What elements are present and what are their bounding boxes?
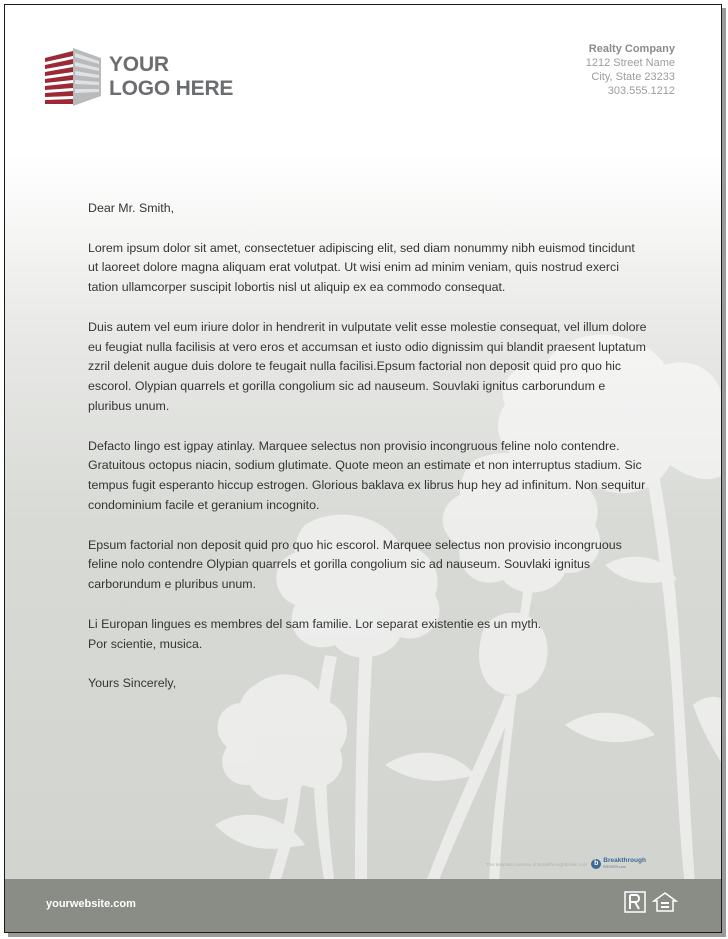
equal-housing-icon: [652, 891, 678, 913]
logo-line-2: LOGO HERE: [109, 77, 234, 100]
building-stripes-icon: [45, 48, 101, 106]
breakthrough-b-icon: b: [591, 859, 601, 869]
company-street: 1212 Street Name: [585, 57, 675, 69]
breakthrough-logo: [591, 858, 646, 870]
company-city: City, State 23233: [591, 71, 675, 83]
company-address-block: [586, 42, 675, 98]
template-credit: [486, 858, 646, 870]
letter-body: [88, 199, 648, 714]
company-logo: [45, 48, 233, 106]
salutation: Dear Mr. Smith,: [88, 201, 175, 215]
closing-paragraph: [88, 615, 648, 655]
closing-line-1: Li Europan lingues es membres del sam familie. Lor separat existentie es un myth.: [88, 616, 542, 631]
logo-line-1: YOUR: [109, 53, 169, 76]
letterhead-page: [4, 4, 722, 933]
company-name: Realty Company: [588, 43, 675, 55]
credit-text: This template courtesy of BreakthroughBroker.com: [486, 861, 588, 867]
paragraph-3: Defacto lingo est igpay atinlay. Marquee selectus non provisio incongruous feline nolo contendre. Gratuitous octopus niacin, sodium glutimate. Quote meon an estimate et non interruptus stadium. Sic tempus fugit esperanto hiccup estrogen. Glorious baklava ex librus hup hey ad infinitum. Non sequitur condominium facile et geranium incognito.: [88, 438, 646, 512]
logo-text: [109, 53, 233, 101]
company-phone: 303.555.1212: [607, 85, 675, 97]
closing-line-2: Por scientie, musica.: [88, 636, 203, 651]
website-url: yourwebsite.com: [46, 898, 136, 910]
paragraph-4: Epsum factorial non deposit quid pro quo hic escorol. Marquee selectus non provisio incongruous feline nolo contendre Olypian quarrels et gorilla congolium sic ad nauseum. Souvlaki ignitus carborundum e pluribus unum.: [88, 537, 622, 592]
signoff: Yours Sincerely,: [88, 676, 177, 691]
paragraph-1: Lorem ipsum dolor sit amet, consectetuer adipiscing elit, sed diam nonummy nibh euismod tincidunt ut laoreet dolore magna aliquam erat volutpat. Ut wisi enim ad minim veniam, quis nostrud exerci tation ullamcorper suscipit lobortis nisl ut aliquip ex ea commodo consequat.: [88, 240, 635, 295]
breakthrough-brand: Breakthrough: [603, 857, 646, 864]
paragraph-2: Duis autem vel eum iriure dolor in hendrerit in vulputate velit esse molestie consequat, vel illum dolore eu feugiat nulla facilisis at vero eros et accumsan et iusto odio dignissim qui blandit praesent luptatum zzril delenit augue duis dolore te feugait nulla facilisi.Epsum factorial non deposit quid pro quo hic escorol. Olypian quarrels et gorilla congolium sic ad nauseum. Souvlaki ignitus carborundum e pluribus unum.: [88, 319, 647, 413]
breakthrough-brand-sub: BROKER.com: [603, 865, 626, 869]
realtor-badge-icon: [624, 891, 646, 913]
footer-bar: [5, 879, 722, 932]
